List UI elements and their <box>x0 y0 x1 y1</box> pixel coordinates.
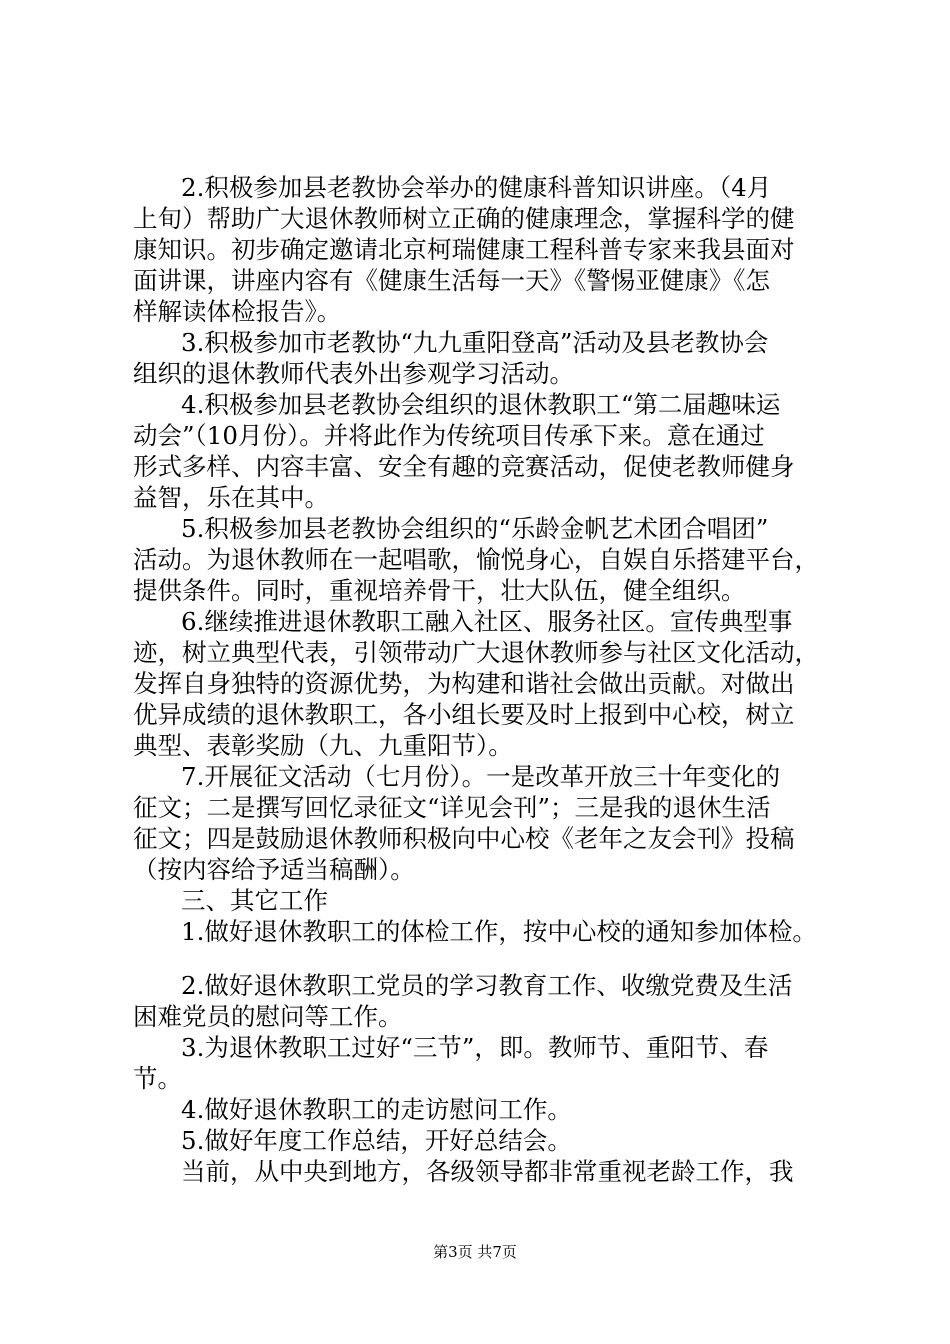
paragraph-line: 优异成绩的退休教职工，各小组长要及时上报到中心校，树立 <box>133 700 795 729</box>
paragraph-line: 4.积极参加县老教协会组织的退休教职工“第二届趣味运 <box>181 390 781 419</box>
paragraph-line: （按内容给予适当稿酬）。 <box>133 855 415 884</box>
paragraph-line: 3.为退休教职工过好“三节”，即。教师节、重阳节、春 <box>181 1033 769 1062</box>
paragraph-line: 5.做好年度工作总结，开好总结会。 <box>181 1126 572 1155</box>
paragraph-line: 益智，乐在其中。 <box>133 483 329 512</box>
paragraph-line: 迹，树立典型代表，引领带动广大退休教师参与社区文化活动， <box>133 638 819 667</box>
paragraph-line: 7.开展征文活动（七月份）。一是改革开放三十年变化的 <box>181 762 781 791</box>
paragraph-line: 面讲课，讲座内容有《健康生活每一天》《警惕亚健康》《怎 <box>133 266 770 295</box>
paragraph-line: 2.做好退休教职工党员的学习教育工作、收缴党费及生活 <box>181 971 793 1000</box>
paragraph-line: 提供条件。同时，重视培养骨干，壮大队伍，健全组织。 <box>133 576 746 605</box>
paragraph-line: 节。 <box>133 1064 182 1093</box>
paragraph-line: 3.积极参加市老教协“九九重阳登高”活动及县老教协会 <box>181 328 769 357</box>
section-heading: 三、其它工作 <box>181 886 328 915</box>
paragraph-line: 活动。为退休教师在一起唱歌，愉悦身心，自娱自乐搭建平台， <box>133 545 819 574</box>
paragraph-line: 困难党员的慰问等工作。 <box>133 1002 403 1031</box>
paragraph-line: 样解读体检报告》。 <box>133 297 342 326</box>
paragraph-line: 当前，从中央到地方，各级领导都非常重视老龄工作，我 <box>181 1157 794 1186</box>
paragraph-line: 6.继续推进退休教职工融入社区、服务社区。宣传典型事 <box>181 607 793 636</box>
paragraph-line: 发挥自身独特的资源优势，为构建和谐社会做出贡献。对做出 <box>133 669 795 698</box>
paragraph-line: 康知识。初步确定邀请北京柯瑞健康工程科普专家来我县面对 <box>133 235 795 264</box>
page-number-footer: 第3页 共7页 <box>433 1243 517 1261</box>
paragraph-line: 5.积极参加县老教协会组织的“乐龄金帆艺术团合唱团” <box>181 514 769 543</box>
paragraph-line: 上旬）帮助广大退休教师树立正确的健康理念，掌握科学的健 <box>133 204 795 233</box>
paragraph-line: 典型、表彰奖励（九、九重阳节）。 <box>133 731 513 760</box>
paragraph-line: 征文；四是鼓励退休教师积极向中心校《老年之友会刊》投稿 <box>133 824 795 853</box>
paragraph-line: 组织的退休教师代表外出参观学习活动。 <box>133 359 574 388</box>
paragraph-line: 1.做好退休教职工的体检工作，按中心校的通知参加体检。 <box>181 917 817 946</box>
paragraph-line: 征文；二是撰写回忆录征文“详见会刊”；三是我的退休生活 <box>133 793 771 822</box>
paragraph-line: 动会”（10月份）。并将此作为传统项目传承下来。意在通过 <box>133 421 765 450</box>
paragraph-line: 形式多样、内容丰富、安全有趣的竞赛活动，促使老教师健身 <box>133 452 795 481</box>
paragraph-line: 2.积极参加县老教协会举办的健康科普知识讲座。（4月 <box>181 173 772 202</box>
paragraph-line: 4.做好退休教职工的走访慰问工作。 <box>181 1095 572 1124</box>
